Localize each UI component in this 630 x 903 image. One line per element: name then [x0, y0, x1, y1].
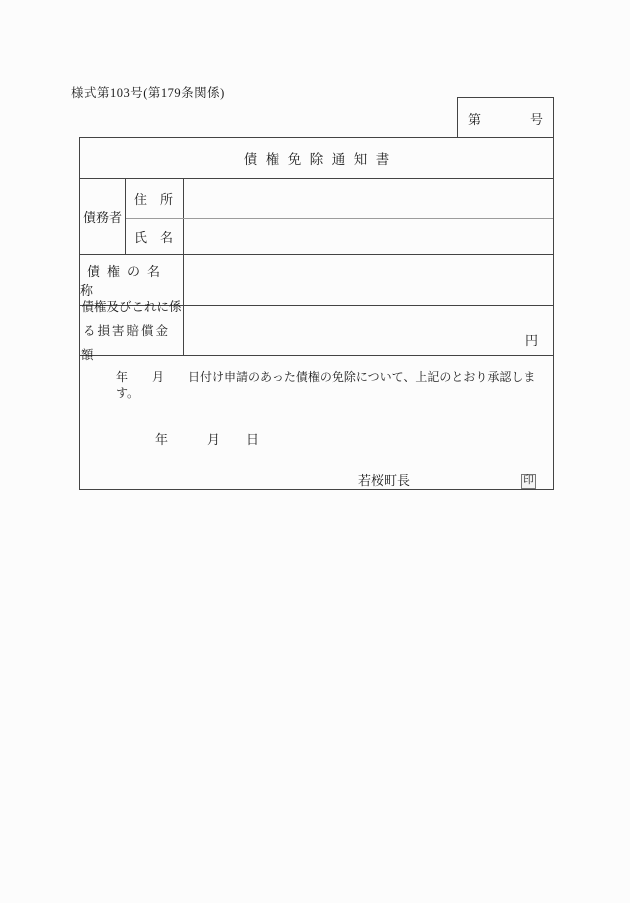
document-number-suffix: 号	[529, 111, 543, 127]
debtor-name-row	[126, 219, 553, 254]
damages-row	[80, 299, 553, 362]
document-title: 債権免除通知書	[80, 138, 553, 179]
claim-name-value-cell	[184, 255, 553, 305]
document-number-box	[457, 97, 554, 138]
name-value-cell	[184, 219, 553, 254]
debtor-address-row	[126, 179, 553, 219]
approval-date-line: 年 月 日	[155, 432, 260, 447]
address-value-cell	[184, 179, 553, 218]
approval-sentence: 年 月 日付け申請のあった債権の免除について、上記のとおり承認します。	[116, 370, 536, 400]
address-label: 住 所	[126, 179, 184, 218]
document-number-prefix: 第	[468, 111, 482, 127]
damages-label-line1: 債権及びこれに係	[81, 299, 182, 314]
debtor-label: 債務者	[80, 179, 126, 254]
damages-value-cell	[184, 306, 553, 355]
damages-label-line2: る損害賠償金額	[81, 323, 171, 362]
claim-name-label: 債権の名称	[80, 255, 184, 305]
debtor-section	[80, 179, 553, 255]
notification-form-table	[79, 137, 554, 490]
yen-unit-label: 円	[524, 333, 538, 348]
approval-section	[80, 356, 553, 489]
signer-title-label: 若桜町長	[358, 473, 411, 488]
name-label: 氏 名	[126, 219, 184, 254]
signer-line	[80, 473, 553, 489]
debtor-fields	[126, 179, 553, 254]
seal-box	[521, 474, 536, 489]
damages-label	[80, 299, 184, 362]
form-number-label: 様式第103号(第179条関係)	[71, 86, 225, 100]
seal-character: 印	[523, 475, 534, 486]
